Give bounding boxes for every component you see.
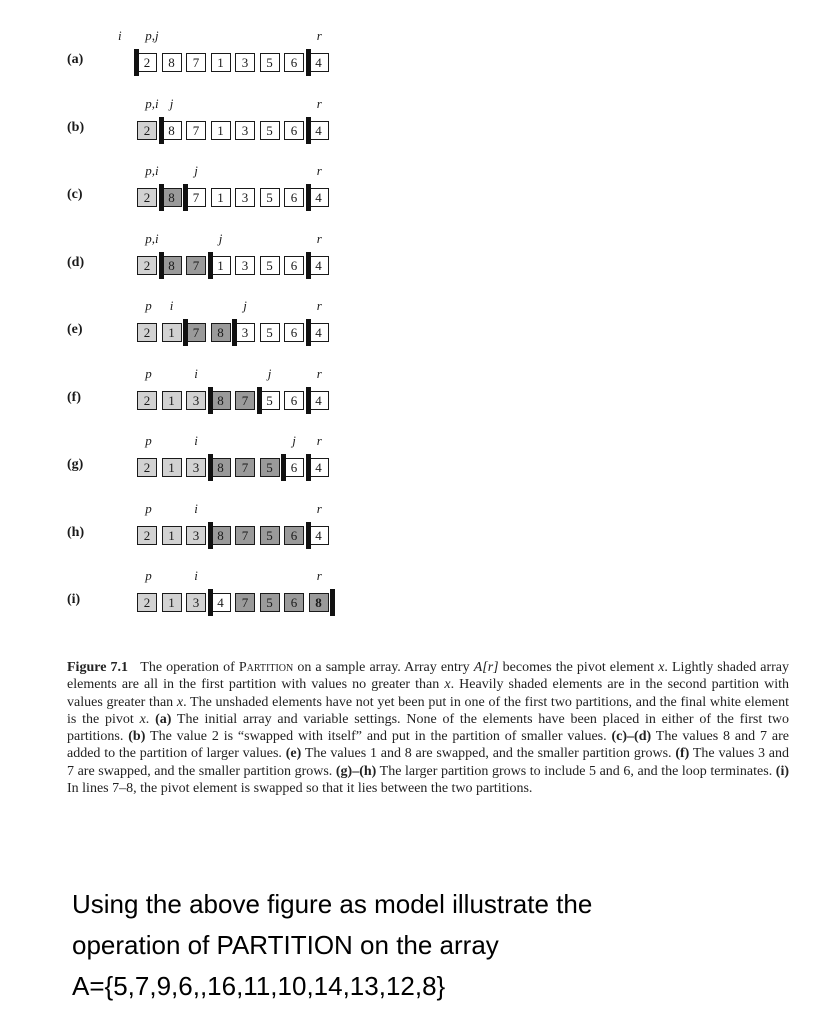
figure-row: [0, 149, 829, 209]
array-cell: 4: [309, 391, 329, 410]
array-cell: 6: [284, 593, 304, 612]
array-cell: 2: [137, 188, 157, 207]
figure-row: [0, 487, 829, 547]
array-cell: 8: [211, 526, 231, 545]
array-cell: 6: [284, 323, 304, 342]
array-cell: 4: [309, 256, 329, 275]
index-label: i: [194, 365, 198, 381]
array-cell: 3: [186, 391, 206, 410]
partition-divider: [306, 522, 311, 549]
partition-divider: [306, 252, 311, 279]
array-cell: 3: [186, 458, 206, 477]
partition-divider: [281, 454, 286, 481]
caption-text: The values 3 and 7 are swapped, and the smaller partition grows.: [67, 746, 790, 779]
array-cell: 8: [211, 323, 231, 342]
figure-row: [0, 217, 829, 277]
step-label: (d): [67, 254, 85, 270]
question-line: Using the above figure as model illustrate the: [72, 889, 593, 919]
index-label: i: [169, 298, 174, 313]
caption-step-e: (e): [285, 746, 302, 762]
index-label: j: [218, 230, 223, 246]
step-label: (e): [67, 322, 83, 337]
array-cell: 1: [162, 526, 182, 545]
caption-step-a: (a): [155, 711, 172, 727]
index-label: r: [316, 95, 322, 111]
array-cell: 7: [235, 391, 255, 410]
array-cell: 7: [235, 458, 255, 477]
array-cell: 1: [211, 188, 231, 207]
array-cell: 1: [162, 323, 182, 342]
partition-divider: [159, 117, 164, 144]
caption-text: becomes the pivot element: [498, 660, 659, 675]
array-cell: 3: [186, 526, 206, 545]
array-cell: 6: [284, 256, 304, 275]
partition-divider: [183, 184, 188, 211]
caption-ar: A[r]: [473, 660, 499, 675]
figure-row: [0, 82, 829, 142]
array: [131, 522, 355, 549]
array-cell: 2: [137, 121, 157, 140]
index-label: p,i: [145, 95, 159, 111]
array-cell: 8: [211, 391, 231, 410]
caption-x: x: [176, 694, 184, 710]
array-cell: 2: [137, 391, 157, 410]
array-cell: 7: [186, 256, 206, 275]
array-cell: 3: [235, 323, 255, 342]
caption-step-gh: (g)–(h): [335, 763, 377, 779]
array-cell: 2: [137, 53, 157, 72]
array-cell: 5: [260, 391, 280, 410]
caption-text: .: [145, 711, 156, 727]
partition-divider: [208, 522, 213, 549]
partition-divider: [306, 387, 311, 414]
array-cell: 6: [284, 121, 304, 140]
caption-text: The values 1 and 8 are swapped, and the smaller partition grows.: [301, 746, 676, 762]
array: [131, 49, 355, 76]
partition-divider: [306, 319, 311, 346]
array-cell: 7: [235, 526, 255, 545]
index-label: j: [243, 298, 247, 313]
index-label: p,i: [145, 230, 159, 246]
figure-row: [0, 284, 829, 344]
partition-divider: [257, 387, 262, 414]
caption-x: x: [139, 711, 146, 727]
array-cell: 2: [137, 458, 157, 477]
array: [131, 117, 355, 144]
array-cell: 5: [260, 458, 280, 477]
caption-step-b: (b): [128, 729, 146, 745]
partition-divider: [306, 454, 311, 481]
step-label: (g): [67, 457, 84, 472]
exercise-question: [72, 884, 792, 1007]
array-cell: 8: [162, 188, 182, 207]
index-label: r: [316, 230, 322, 246]
caption-step-i: (i): [775, 763, 789, 779]
index-label: r: [316, 500, 322, 516]
array-cell: 5: [260, 121, 280, 140]
index-label: p: [145, 365, 152, 381]
array-cell: 5: [260, 188, 280, 207]
index-label: j: [292, 433, 296, 448]
caption-step-f: (f): [675, 746, 690, 762]
array-cell: 6: [284, 458, 304, 477]
index-label: p: [145, 433, 152, 448]
array-cell: 8: [162, 53, 182, 72]
index-label: i: [194, 433, 198, 448]
array-cell: 5: [260, 323, 280, 342]
caption-text: The operation of: [140, 660, 239, 675]
array-cell: 5: [260, 526, 280, 545]
caption-text: . The unshaded elements have not yet been put in one of the first two partitions, and the final white element is the pivot: [67, 694, 789, 727]
step-label: (a): [67, 52, 84, 67]
array-cell: 6: [284, 188, 304, 207]
caption-text: The value 2 is “swapped with itself” and put in the partition of smaller values.: [145, 729, 612, 745]
caption-text: on a sample array. Array entry: [293, 660, 474, 675]
step-label: (h): [67, 524, 85, 540]
caption-text: . Lightly shaded array elements are all in the first partition with values no greater than: [67, 660, 790, 693]
partition-divider: [232, 319, 237, 346]
array-cell: 1: [211, 256, 231, 275]
index-label: r: [316, 163, 322, 178]
array-cell: 4: [309, 323, 329, 342]
step-label: (f): [67, 389, 81, 405]
array-cell: 4: [309, 458, 329, 477]
array-cell: 7: [186, 121, 206, 140]
array: [131, 387, 355, 414]
array-cell: 3: [235, 121, 255, 140]
index-label: r: [316, 365, 322, 381]
array-cell: 6: [284, 526, 304, 545]
step-label: (b): [67, 119, 85, 135]
array-cell: 5: [260, 53, 280, 72]
array-cell: 7: [186, 188, 206, 207]
index-label: r: [316, 433, 322, 448]
array-cell: 3: [235, 53, 255, 72]
array: [131, 319, 355, 346]
array-cell: 5: [260, 593, 280, 612]
array-cell: 6: [284, 391, 304, 410]
array-cell: 2: [137, 593, 157, 612]
step-label: (i): [67, 592, 81, 607]
index-label: j: [194, 163, 198, 178]
question-line: operation of PARTITION on the array: [72, 930, 499, 960]
array-cell: 1: [211, 121, 231, 140]
partition-divider: [208, 454, 213, 481]
index-label: r: [316, 28, 322, 43]
array: [131, 454, 355, 481]
question-line: A={5,7,9,6,,16,11,10,14,13,12,8}: [72, 971, 446, 1001]
array-cell: 1: [162, 391, 182, 410]
partition-divider: [159, 252, 164, 279]
array: [131, 252, 355, 279]
partition-divider: [183, 319, 188, 346]
array-cell: 1: [162, 458, 182, 477]
index-label: j: [267, 365, 272, 381]
array: [131, 184, 355, 211]
array-cell: 3: [186, 593, 206, 612]
figure-row: [0, 419, 829, 479]
partition-divider: [306, 184, 311, 211]
caption-text: The values 8 and 7 are added to the partition of larger values.: [67, 729, 789, 762]
caption-text: The larger partition grows to include 5 and 6, and the loop terminates.: [376, 763, 776, 779]
array: [131, 589, 355, 616]
partition-divider: [306, 117, 311, 144]
caption-step-cd: (c)–(d): [611, 729, 652, 745]
partition-divider: [208, 589, 213, 616]
array-cell: 8: [211, 458, 231, 477]
array-cell: 1: [162, 593, 182, 612]
figure-row: [0, 554, 829, 614]
array-cell: 7: [186, 53, 206, 72]
array-cell: 8: [162, 256, 182, 275]
array-cell: 3: [235, 256, 255, 275]
index-label: i: [118, 28, 122, 43]
array-cell: 1: [211, 53, 231, 72]
index-label: p: [145, 500, 152, 516]
array-cell: 6: [284, 53, 304, 72]
array-cell: 4: [309, 121, 329, 140]
array-cell: 2: [137, 526, 157, 545]
array-cell: 5: [260, 256, 280, 275]
caption-x: x: [444, 677, 451, 693]
array-cell: 3: [235, 188, 255, 207]
index-label: p,j: [145, 28, 159, 43]
partition-divider: [208, 387, 213, 414]
index-label: i: [194, 500, 198, 516]
array-cell: 4: [309, 188, 329, 207]
index-label: p: [145, 298, 152, 313]
figure-row: [0, 352, 829, 412]
array-cell: 4: [309, 526, 329, 545]
partition-divider: [306, 49, 311, 76]
index-label: r: [316, 568, 322, 583]
partition-divider: [134, 49, 139, 76]
array-cell: 4: [211, 593, 231, 612]
array-cell: 8: [309, 593, 329, 612]
array-cell: 2: [137, 323, 157, 342]
caption-figure-label: Figure 7.1: [67, 660, 128, 675]
index-label: i: [194, 568, 198, 583]
figure-caption: [67, 659, 789, 797]
caption-partition: Partition: [238, 660, 294, 675]
partition-divider: [159, 184, 164, 211]
caption-text: . Heavily shaded elements are in the second partition with values greater than: [67, 677, 789, 710]
index-label: p: [145, 568, 152, 583]
array-cell: 2: [137, 256, 157, 275]
index-label: p,i: [145, 163, 159, 178]
array-cell: 7: [186, 323, 206, 342]
array-cell: 4: [309, 53, 329, 72]
step-label: (c): [67, 187, 83, 202]
caption-x: x: [658, 660, 665, 675]
partition-divider: [208, 252, 213, 279]
index-label: j: [169, 95, 174, 111]
array-cell: 8: [162, 121, 182, 140]
partition-divider: [330, 589, 335, 616]
caption-text: The initial array and variable settings. None of the elements have been placed in either of the first two partitions.: [67, 711, 789, 745]
array-cell: 7: [235, 593, 255, 612]
index-label: r: [316, 298, 322, 313]
figure-row: [0, 14, 829, 74]
caption-text: In lines 7–8, the pivot element is swapped so that it lies between the two partitions.: [67, 781, 533, 797]
